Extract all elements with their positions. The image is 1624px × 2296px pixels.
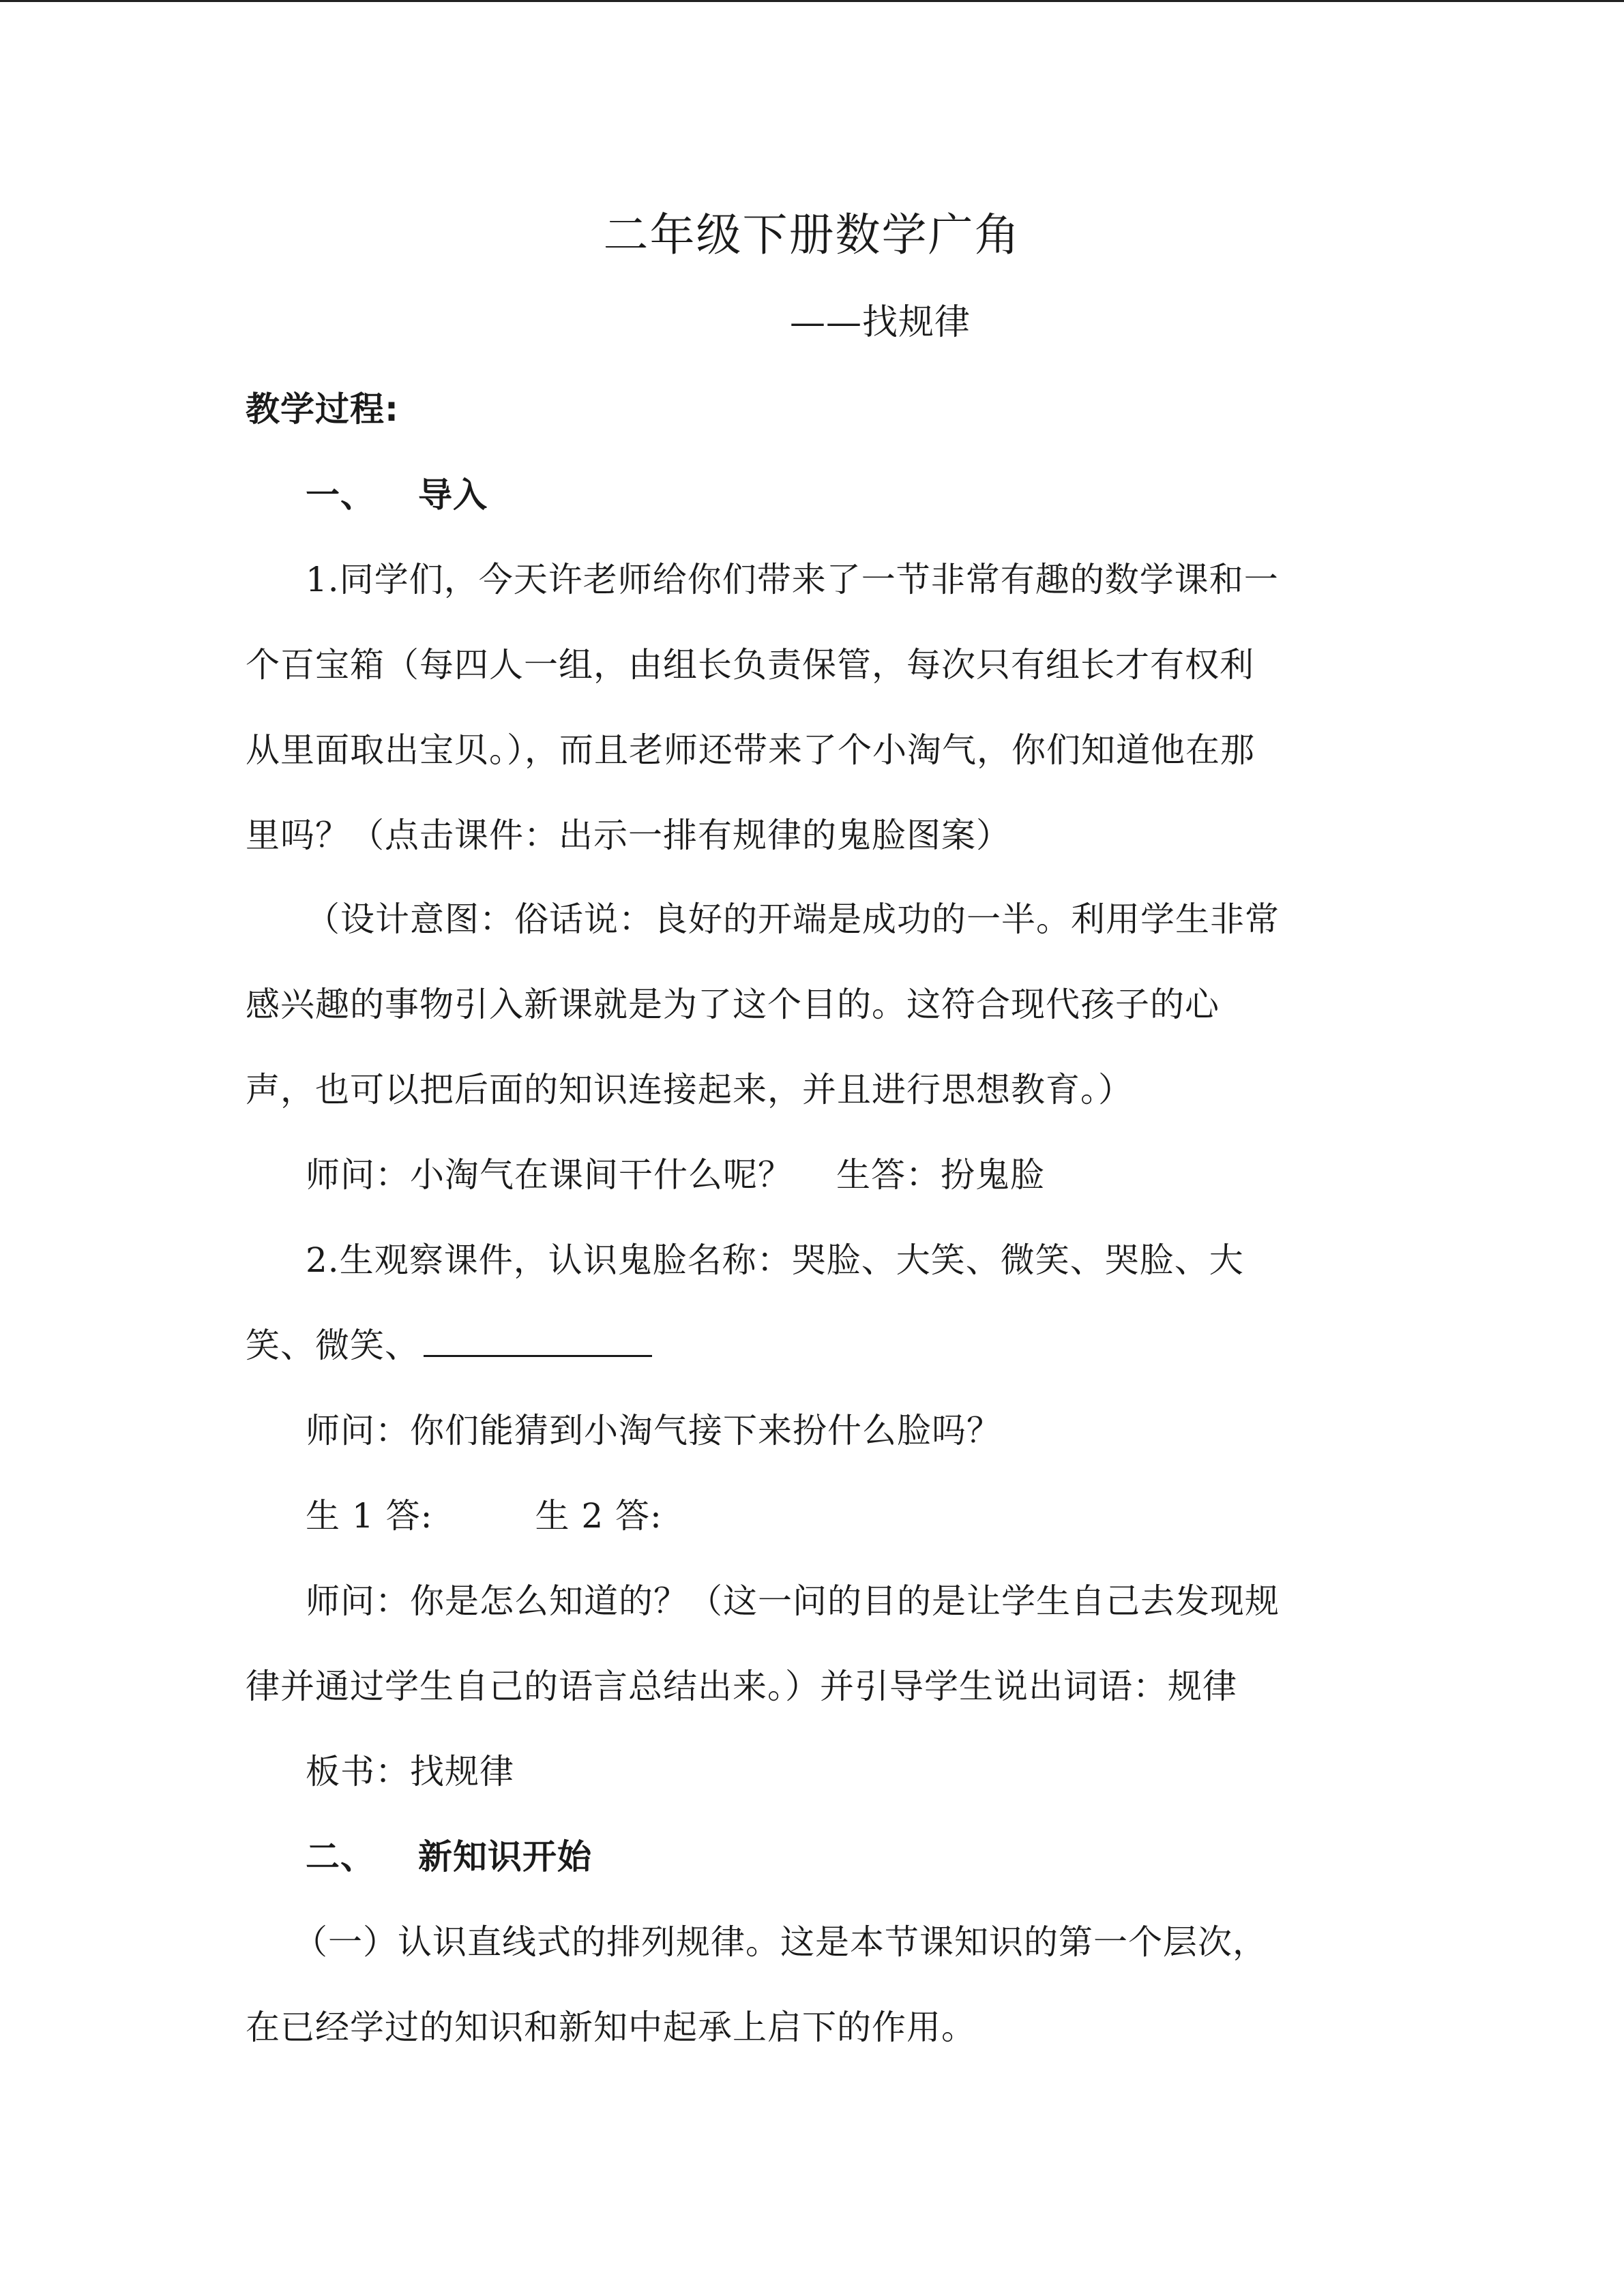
section-number: 一、 [306,475,375,515]
top-border [0,0,1624,2]
teacher-question: 师问：你是怎么知道的？（这一问的目的是让学生自己去发现规 [306,1581,1280,1621]
student-answers-line [306,1489,1465,1543]
fill-in-blank [424,1318,652,1357]
paragraph-line: （一）认识直线式的排列规律。这是本节课知识的第一个层次， [293,1922,1267,1962]
student-answer-1: 生 1 答: [306,1496,433,1536]
paragraph-line: 在已经学过的知识和新知中起承上启下的作用。 [246,2008,976,2047]
teacher-question: 师问：你们能猜到小淘气接下来扮什么脸吗？ [306,1411,1001,1450]
teacher-question: 师问：小淘气在课间干什么呢？ [306,1155,793,1195]
section-heading-intro [306,468,1465,522]
board-note: 板书：找规律 [306,1752,514,1791]
section-heading-new-knowledge [306,1830,1465,1884]
section-number: 二、 [306,1837,375,1877]
student-answer-2: 生 2 答: [535,1496,662,1536]
paragraph-line [246,1318,1405,1373]
paragraph-line: 个百宝箱（每四人一组，由组长负责保管，每次只有组长才有权利 [246,645,1254,685]
paragraph-line: 1.同学们，今天许老师给你们带来了一节非常有趣的数学课和一 [306,560,1279,599]
design-intent-line: 感兴趣的事物引入新课就是为了这个目的。这符合现代孩子的心 [246,985,1220,1024]
process-heading: 教学过程: [246,389,399,429]
paragraph-line: 从里面取出宝贝。），而且老师还带来了个小淘气，你们知道他在那 [246,730,1255,770]
section-label: 导入 [418,475,488,515]
section-label: 新知识开始 [418,1837,592,1877]
document-subtitle: ——找规律 [789,302,971,343]
paragraph-line: 里吗？（点击课件：出示一排有规律的鬼脸图案） [246,816,1011,855]
face-sequence-tail: 笑、微笑、 [246,1326,419,1365]
design-intent-line: （设计意图：俗话说：良好的开端是成功的一半。利用学生非常 [306,899,1280,939]
document-title: 二年级下册数学广角 [603,209,1021,261]
design-intent-line: 声，也可以把后面的知识连接起来，并且进行思想教育。） [246,1070,1133,1109]
paragraph-line: 2.生观察课件，认识鬼脸名称：哭脸、大笑、微笑、哭脸、大 [306,1240,1244,1280]
paragraph-line: 律并通过学生自己的语言总结出来。）并引导学生说出词语：规律 [246,1667,1237,1706]
student-answer: 生答：扮鬼脸 [836,1155,1045,1195]
dialogue-line [306,1148,1465,1202]
